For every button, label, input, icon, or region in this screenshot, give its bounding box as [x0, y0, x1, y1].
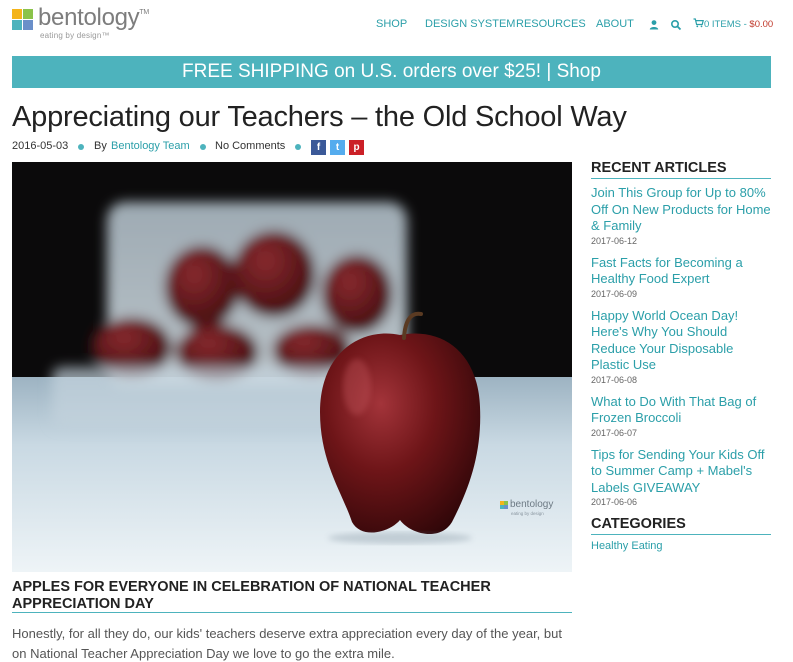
image-watermark: [500, 499, 564, 519]
recent-article-link[interactable]: Join This Group for Up to 80% Off On New Products for Home & Family: [591, 185, 771, 233]
logo-wordmark: bentology™: [38, 4, 149, 31]
watermark-tagline: eating by design: [511, 511, 544, 516]
list-item: [591, 308, 771, 386]
recent-article-date: 2017-06-07: [591, 427, 638, 438]
post-comments-link[interactable]: No Comments: [215, 140, 286, 152]
cart-items-count: 0 ITEMS: [704, 19, 741, 30]
nav-item-about[interactable]: ABOUT: [596, 18, 634, 30]
recent-article-date: 2017-06-12: [591, 235, 638, 246]
watermark-text: bentology: [510, 499, 554, 510]
meta-dot-icon: [78, 144, 84, 150]
sidebar: [591, 160, 771, 552]
cart-separator: -: [740, 19, 750, 30]
article-section-heading: APPLES FOR EVERYONE IN CELEBRATION OF NATIONAL TEACHER APPRECIATION DAY: [12, 579, 491, 612]
watermark-logo-icon: [500, 501, 508, 509]
article-paragraph: Honestly, for all they do, our kids' teachers deserve extra appreciation every day of the year, but on National Teacher Appreciation Day we love to go the extra mile.: [12, 626, 562, 661]
recent-article-link[interactable]: Fast Facts for Becoming a Healthy Food Expert: [591, 254, 743, 286]
page-title: Appreciating our Teachers – the Old School Way: [12, 101, 627, 133]
categories-heading: CATEGORIES: [591, 516, 771, 535]
recent-article-link[interactable]: Tips for Sending Your Kids Off to Summer Camp + Mabel's Labels GIVEAWAY: [591, 446, 765, 495]
cart-total: $0.00: [749, 19, 774, 30]
recent-articles-list: [591, 185, 771, 508]
heading-divider: [12, 612, 572, 613]
nav-item-shop[interactable]: SHOP: [376, 18, 408, 30]
recent-article-date: 2017-06-09: [591, 288, 638, 299]
pinterest-icon[interactable]: p: [349, 140, 364, 155]
category-link-healthy-eating[interactable]: Healthy Eating: [591, 540, 663, 552]
apples-photo: [12, 162, 572, 572]
post-by-label: By: [94, 140, 107, 152]
meta-dot-icon: [295, 144, 301, 150]
post-date: 2016-05-03: [12, 140, 69, 152]
list-item: [591, 185, 771, 247]
list-item: [591, 447, 771, 509]
list-item: [591, 255, 771, 300]
user-icon[interactable]: [648, 19, 660, 31]
main-nav: [0, 18, 793, 32]
recent-article-link[interactable]: What to Do With That Bag of Frozen Broccoli: [591, 393, 757, 425]
recent-articles-heading: RECENT ARTICLES: [591, 160, 771, 179]
cart-summary[interactable]: [693, 18, 773, 30]
site-header: [0, 0, 793, 52]
free-shipping-banner[interactable]: FREE SHIPPING on U.S. orders over $25! | Shop: [12, 56, 771, 88]
meta-dot-icon: [200, 144, 206, 150]
logo-tagline: eating by design™: [40, 31, 110, 40]
recent-article-date: 2017-06-06: [591, 497, 638, 507]
search-icon[interactable]: [670, 19, 682, 31]
post-hero-image: [12, 162, 572, 572]
facebook-icon[interactable]: f: [311, 140, 326, 155]
nav-item-resources[interactable]: RESOURCES: [516, 18, 586, 30]
recent-article-date: 2017-06-08: [591, 374, 638, 385]
nav-item-design-system[interactable]: DESIGN SYSTEM: [425, 18, 516, 30]
post-author-link[interactable]: Bentology Team: [111, 140, 190, 152]
recent-article-link[interactable]: Happy World Ocean Day! Here's Why You Should Reduce Your Disposable Plastic Use: [591, 307, 739, 372]
list-item: [591, 394, 771, 439]
cart-icon: [693, 18, 704, 28]
twitter-icon[interactable]: t: [330, 140, 345, 155]
